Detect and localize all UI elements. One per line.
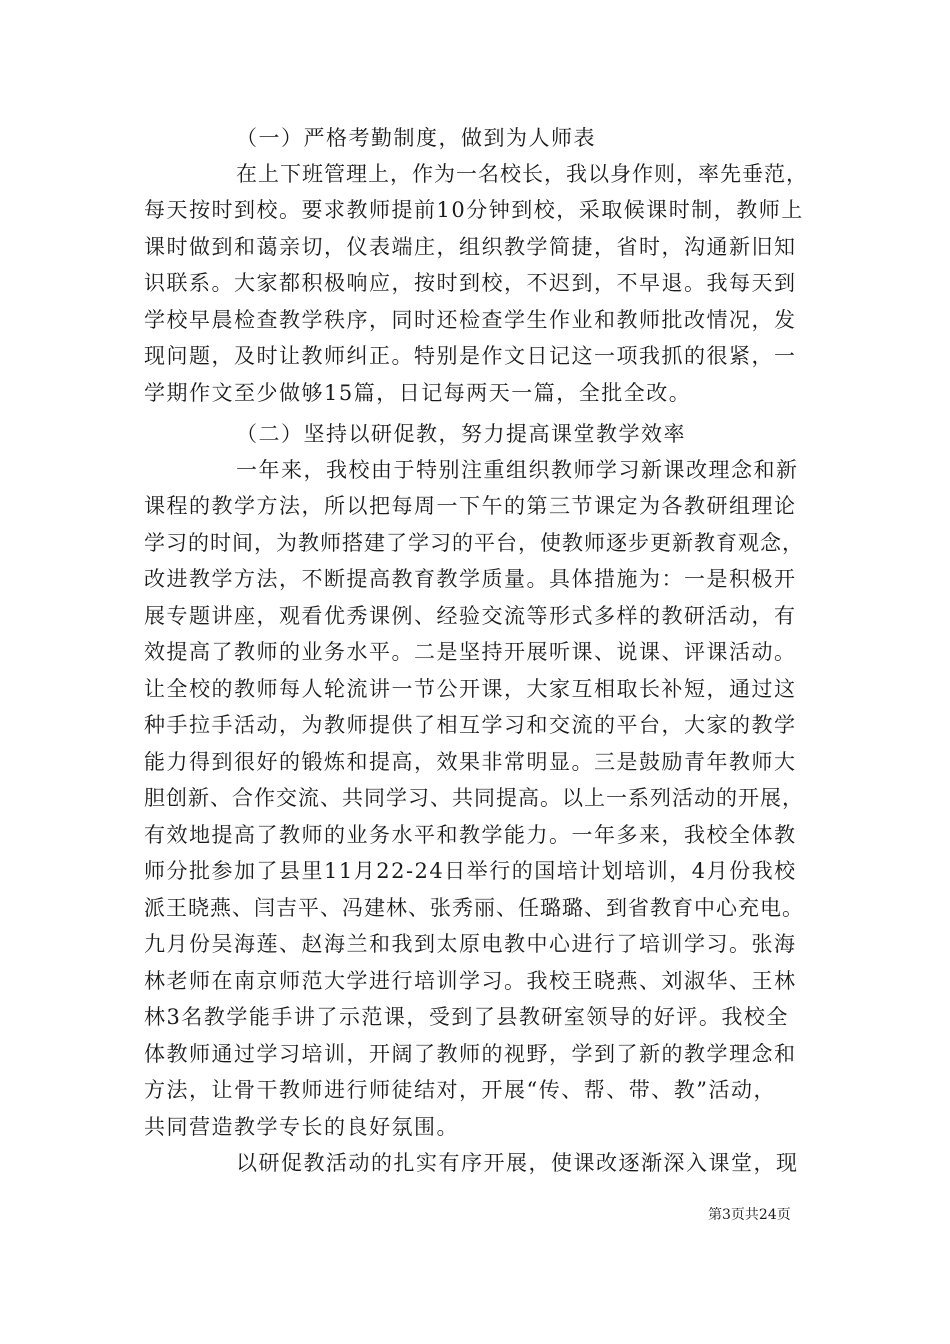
paragraph-line: 有效地提高了教师的业务水平和教学能力。一年多来，我校全体教 [144,823,797,847]
paragraph-line: 在上下班管理上，作为一名校长，我以身作则，率先垂范， [236,162,808,186]
paragraph-line: 学习的时间，为教师搭建了学习的平台，使教师逐步更新教育观念， [144,531,804,555]
paragraph-line: 种手拉手活动，为教师提供了相互学习和交流的平台，大家的教学 [144,713,797,737]
paragraph-line: 学期作文至少做够15篇，日记每两天一篇，全批全改。 [144,381,692,405]
paragraph-line: 林3名教学能手讲了示范课，受到了县教研室领导的好评。我校全 [144,1005,789,1029]
paragraph-line: 改进教学方法，不断提高教育教学质量。具体措施为：一是积极开 [144,567,797,591]
paragraph-line: 现问题，及时让教师纠正。特别是作文日记这一项我抓的很紧，一 [144,344,797,368]
section-heading-1: （一）严格考勤制度，做到为人师表 [236,126,596,150]
paragraph-line: 能力得到很好的锻炼和提高，效果非常明显。三是鼓励青年教师大 [144,750,797,774]
paragraph-line: 共同营造教学专长的良好氛围。 [144,1115,459,1139]
paragraph-line: 体教师通过学习培训，开阔了教师的视野，学到了新的教学理念和 [144,1042,797,1066]
paragraph-line: 课时做到和蔼亲切，仪表端庄，组织教学简捷，省时，沟通新旧知 [144,235,797,259]
paragraph-line: 每天按时到校。要求教师提前10分钟到校，采取候课时制，教师上 [144,198,804,222]
paragraph-line: 课程的教学方法，所以把每周一下午的第三节课定为各教研组理论 [144,494,797,518]
paragraph-line: 胆创新、合作交流、共同学习、共同提高。以上一系列活动的开展， [144,786,804,810]
paragraph-line: 效提高了教师的业务水平。二是坚持开展听课、说课、评课活动。 [144,640,797,664]
paragraph-line: 学校早晨检查教学秩序，同时还检查学生作业和教师批改情况，发 [144,308,797,332]
paragraph-line: 九月份吴海莲、赵海兰和我到太原电教中心进行了培训学习。张海 [144,932,797,956]
page-number-footer: 第3页共24页 [708,1207,791,1223]
paragraph-line: 展专题讲座，观看优秀课例、经验交流等形式多样的教研活动，有 [144,604,797,628]
paragraph-line: 林老师在南京师范大学进行培训学习。我校王晓燕、刘淑华、王林 [144,969,797,993]
paragraph-line: 一年来，我校由于特别注重组织教师学习新课改理念和新 [236,458,799,482]
paragraph-line: 师分批参加了县里11月22-24日举行的国培计划培训，4月份我校 [144,859,797,883]
paragraph-line: 识联系。大家都积极响应，按时到校，不迟到，不早退。我每天到 [144,271,797,295]
section-heading-2: （二）坚持以研促教，努力提高课堂教学效率 [236,422,686,446]
paragraph-line: 派王晓燕、闫吉平、冯建林、张秀丽、任璐璐、到省教育中心充电。 [144,896,804,920]
paragraph-line: 以研促教活动的扎实有序开展，使课改逐渐深入课堂，现 [236,1151,799,1175]
paragraph-line: 让全校的教师每人轮流讲一节公开课，大家互相取长补短，通过这 [144,677,797,701]
paragraph-line: 方法，让骨干教师进行师徒结对，开展“传、帮、带、教”活动， [144,1078,776,1102]
